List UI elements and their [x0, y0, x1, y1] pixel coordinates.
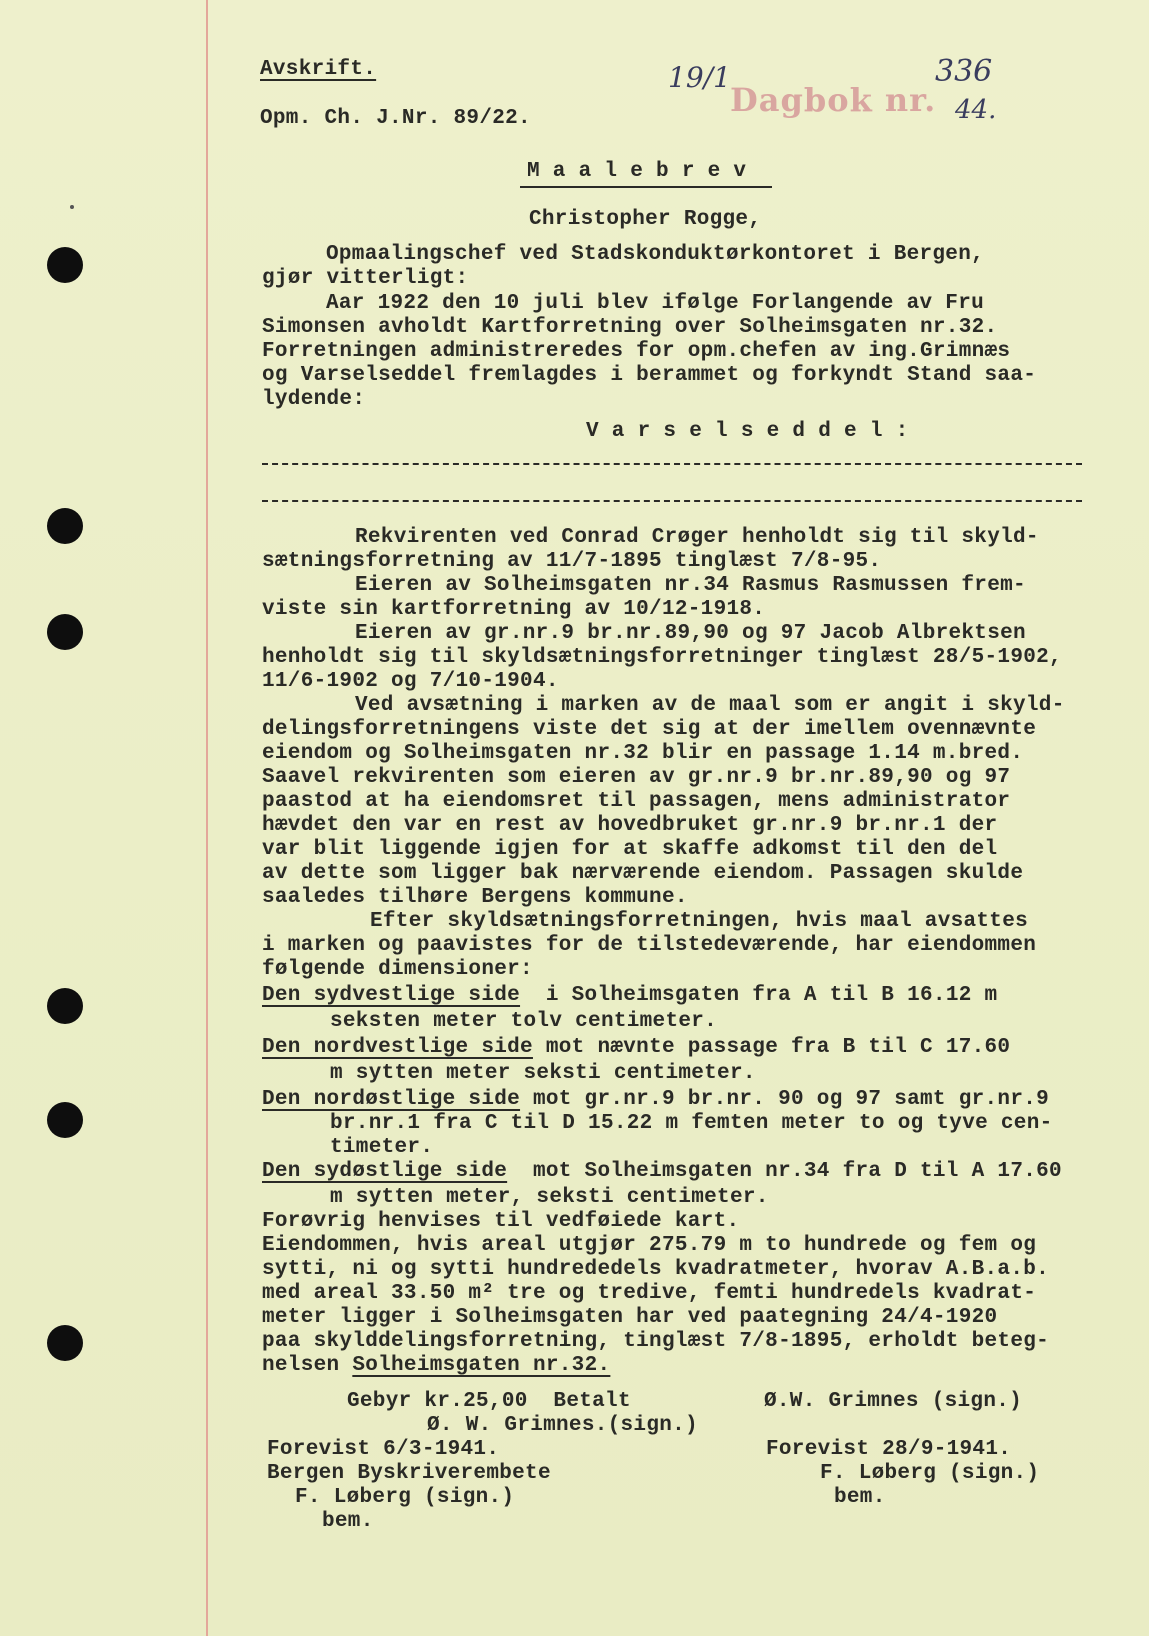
title-underline	[520, 186, 772, 188]
handwritten-number-bottom: 44.	[955, 95, 997, 125]
office-line: Bergen Byskriverembete	[267, 1462, 551, 1485]
dimension-words: m sytten meter seksti centimeter.	[330, 1062, 756, 1085]
text-line: hævdet den var en rest av hovedbruket gr.nr.9 br.nr.1 der	[262, 814, 998, 837]
text-line: 11/6-1902 og 7/10-1904.	[262, 670, 559, 693]
dimension-text: mot nævnte passage fra B til C 17.60	[532, 1036, 1011, 1059]
avskrift-label: Avskrift.	[260, 58, 377, 81]
document-title: M a a l e b r e v	[527, 160, 747, 183]
forevist-line: Forevist 28/9-1941.	[766, 1438, 1012, 1461]
dimension-row	[262, 1160, 1062, 1184]
text-line: viste sin kartforretning av 10/12-1918.	[262, 598, 766, 621]
text-line: Forøvrig henvises til vedføiede kart.	[262, 1210, 740, 1233]
text-line: Efter skyldsætningsforretningen, hvis maal avsattes	[370, 910, 1029, 933]
text-line: med areal 33.50 m² tre og tredive, femti hundredels kvadrat-	[262, 1282, 1037, 1305]
paper-speck	[70, 205, 74, 209]
dashed-rule	[262, 463, 1082, 465]
text-line: lydende:	[262, 388, 366, 411]
text-line: Saavel rekvirenten som eieren av gr.nr.9 br.nr.89,90 og 97	[262, 766, 1011, 789]
margin-line	[206, 0, 208, 1636]
text-line: saaledes tilhøre Bergens kommune.	[262, 886, 688, 909]
text-line: Aar 1922 den 10 juli blev ifølge Forlangende av Fru	[326, 292, 985, 315]
text-line: Christopher Rogge,	[529, 208, 762, 231]
text-line: Eieren av gr.nr.9 br.nr.89,90 og 97 Jacob Albrektsen	[355, 622, 1026, 645]
bem-line: bem.	[322, 1510, 374, 1533]
text-line	[262, 1354, 610, 1378]
handwritten-number-top: 336	[935, 54, 993, 89]
text-line: og Varselseddel fremlagdes i berammet og forkyndt Stand saa-	[262, 364, 1037, 387]
text-line: Opmaalingschef ved Stadskonduktørkontoret i Bergen,	[326, 243, 985, 266]
punch-hole-icon	[47, 614, 83, 650]
text-line: Forretningen administreredes for opm.chefen av ing.Grimnæs	[262, 340, 1011, 363]
punch-hole-icon	[47, 508, 83, 544]
signature-line: Ø. W. Grimnes.(sign.)	[427, 1414, 698, 1437]
text-line: delingsforretningens viste det sig at der imellem ovennævnte	[262, 718, 1037, 741]
closing-prefix: nelsen	[262, 1354, 353, 1377]
dimension-side: Den nordøstlige side	[262, 1088, 521, 1111]
dashed-rule	[262, 500, 1082, 502]
text-line: følgende dimensioner:	[262, 958, 533, 981]
dimension-row	[262, 984, 997, 1008]
forevist-line: Forevist 6/3-1941.	[267, 1438, 500, 1461]
dagbok-stamp: Dagbok nr.	[730, 81, 937, 119]
bem-line: bem.	[834, 1486, 886, 1509]
dimension-side: Den nordvestlige side	[262, 1036, 533, 1059]
text-line: Ved avsætning i marken av de maal som er angit i skyld-	[355, 694, 1065, 717]
dimension-side: Den sydøstlige side	[262, 1160, 508, 1183]
signature-line: F. Løberg (sign.)	[820, 1462, 1040, 1485]
dimension-text: mot gr.nr.9 br.nr. 90 og 97 samt gr.nr.9	[520, 1088, 1050, 1111]
text-line: av dette som ligger bak nærværende eiendom. Passagen skulde	[262, 862, 1024, 885]
text-line: i marken og paavistes for de tilstedeværende, har eiendommen	[262, 934, 1037, 957]
punch-hole-icon	[47, 988, 83, 1024]
text-line: meter ligger i Solheimsgaten har ved paategning 24/4-1920	[262, 1306, 998, 1329]
handwritten-date: 19/1	[668, 61, 731, 94]
dimension-words: br.nr.1 fra C til D 15.22 m femten meter to og tyve cen-	[330, 1112, 1053, 1135]
dimension-side: Den sydvestlige side	[262, 984, 521, 1007]
text-line: paastod at ha eiendomsret til passagen, mens administrator	[262, 790, 1011, 813]
dimension-row	[262, 1088, 1049, 1112]
text-line: paa skylddelingsforretning, tinglæst 7/8-1895, erholdt beteg-	[262, 1330, 1050, 1353]
punch-hole-icon	[47, 1325, 83, 1361]
signature-line: Ø.W. Grimnes (sign.)	[764, 1390, 1023, 1413]
text-line: Simonsen avholdt Kartforretning over Solheimsgaten nr.32.	[262, 316, 998, 339]
dimension-words: m sytten meter, seksti centimeter.	[330, 1186, 769, 1209]
text-line: eiendom og Solheimsgaten nr.32 blir en passage 1.14 m.bred.	[262, 742, 1024, 765]
dimension-words: seksten meter tolv centimeter.	[330, 1010, 718, 1033]
text-line: Eieren av Solheimsgaten nr.34 Rasmus Rasmussen frem-	[355, 574, 1026, 597]
text-line: sætningsforretning av 11/7-1895 tinglæst 7/8-95.	[262, 550, 882, 573]
dimension-text: i Solheimsgaten fra A til B 16.12 m	[520, 984, 998, 1007]
signature-line: F. Løberg (sign.)	[295, 1486, 515, 1509]
text-line: gjør vitterligt:	[262, 267, 469, 290]
journal-number: Opm. Ch. J.Nr. 89/22.	[260, 107, 531, 130]
dimension-words: timeter.	[330, 1136, 434, 1159]
varselseddel-heading: V a r s e l s e d d e l :	[586, 420, 909, 443]
punch-hole-icon	[47, 247, 83, 283]
dimension-text: mot Solheimsgaten nr.34 fra D til A 17.60	[507, 1160, 1062, 1183]
dimension-row	[262, 1036, 1010, 1060]
text-line: var blit liggende igjen for at skaffe adkomst til den del	[262, 838, 998, 861]
text-line: Eiendommen, hvis areal utgjør 275.79 m to hundrede og fem og	[262, 1234, 1037, 1257]
text-line: Rekvirenten ved Conrad Crøger henholdt sig til skyld-	[355, 526, 1039, 549]
punch-hole-icon	[47, 1102, 83, 1138]
property-designation: Solheimsgaten nr.32.	[352, 1354, 611, 1377]
text-line: henholdt sig til skyldsætningsforretninger tinglæst 28/5-1902,	[262, 646, 1062, 669]
fee-line: Gebyr kr.25,00 Betalt	[347, 1390, 631, 1413]
text-line: sytti, ni og sytti hundrededels kvadratmeter, hvorav A.B.a.b.	[262, 1258, 1050, 1281]
